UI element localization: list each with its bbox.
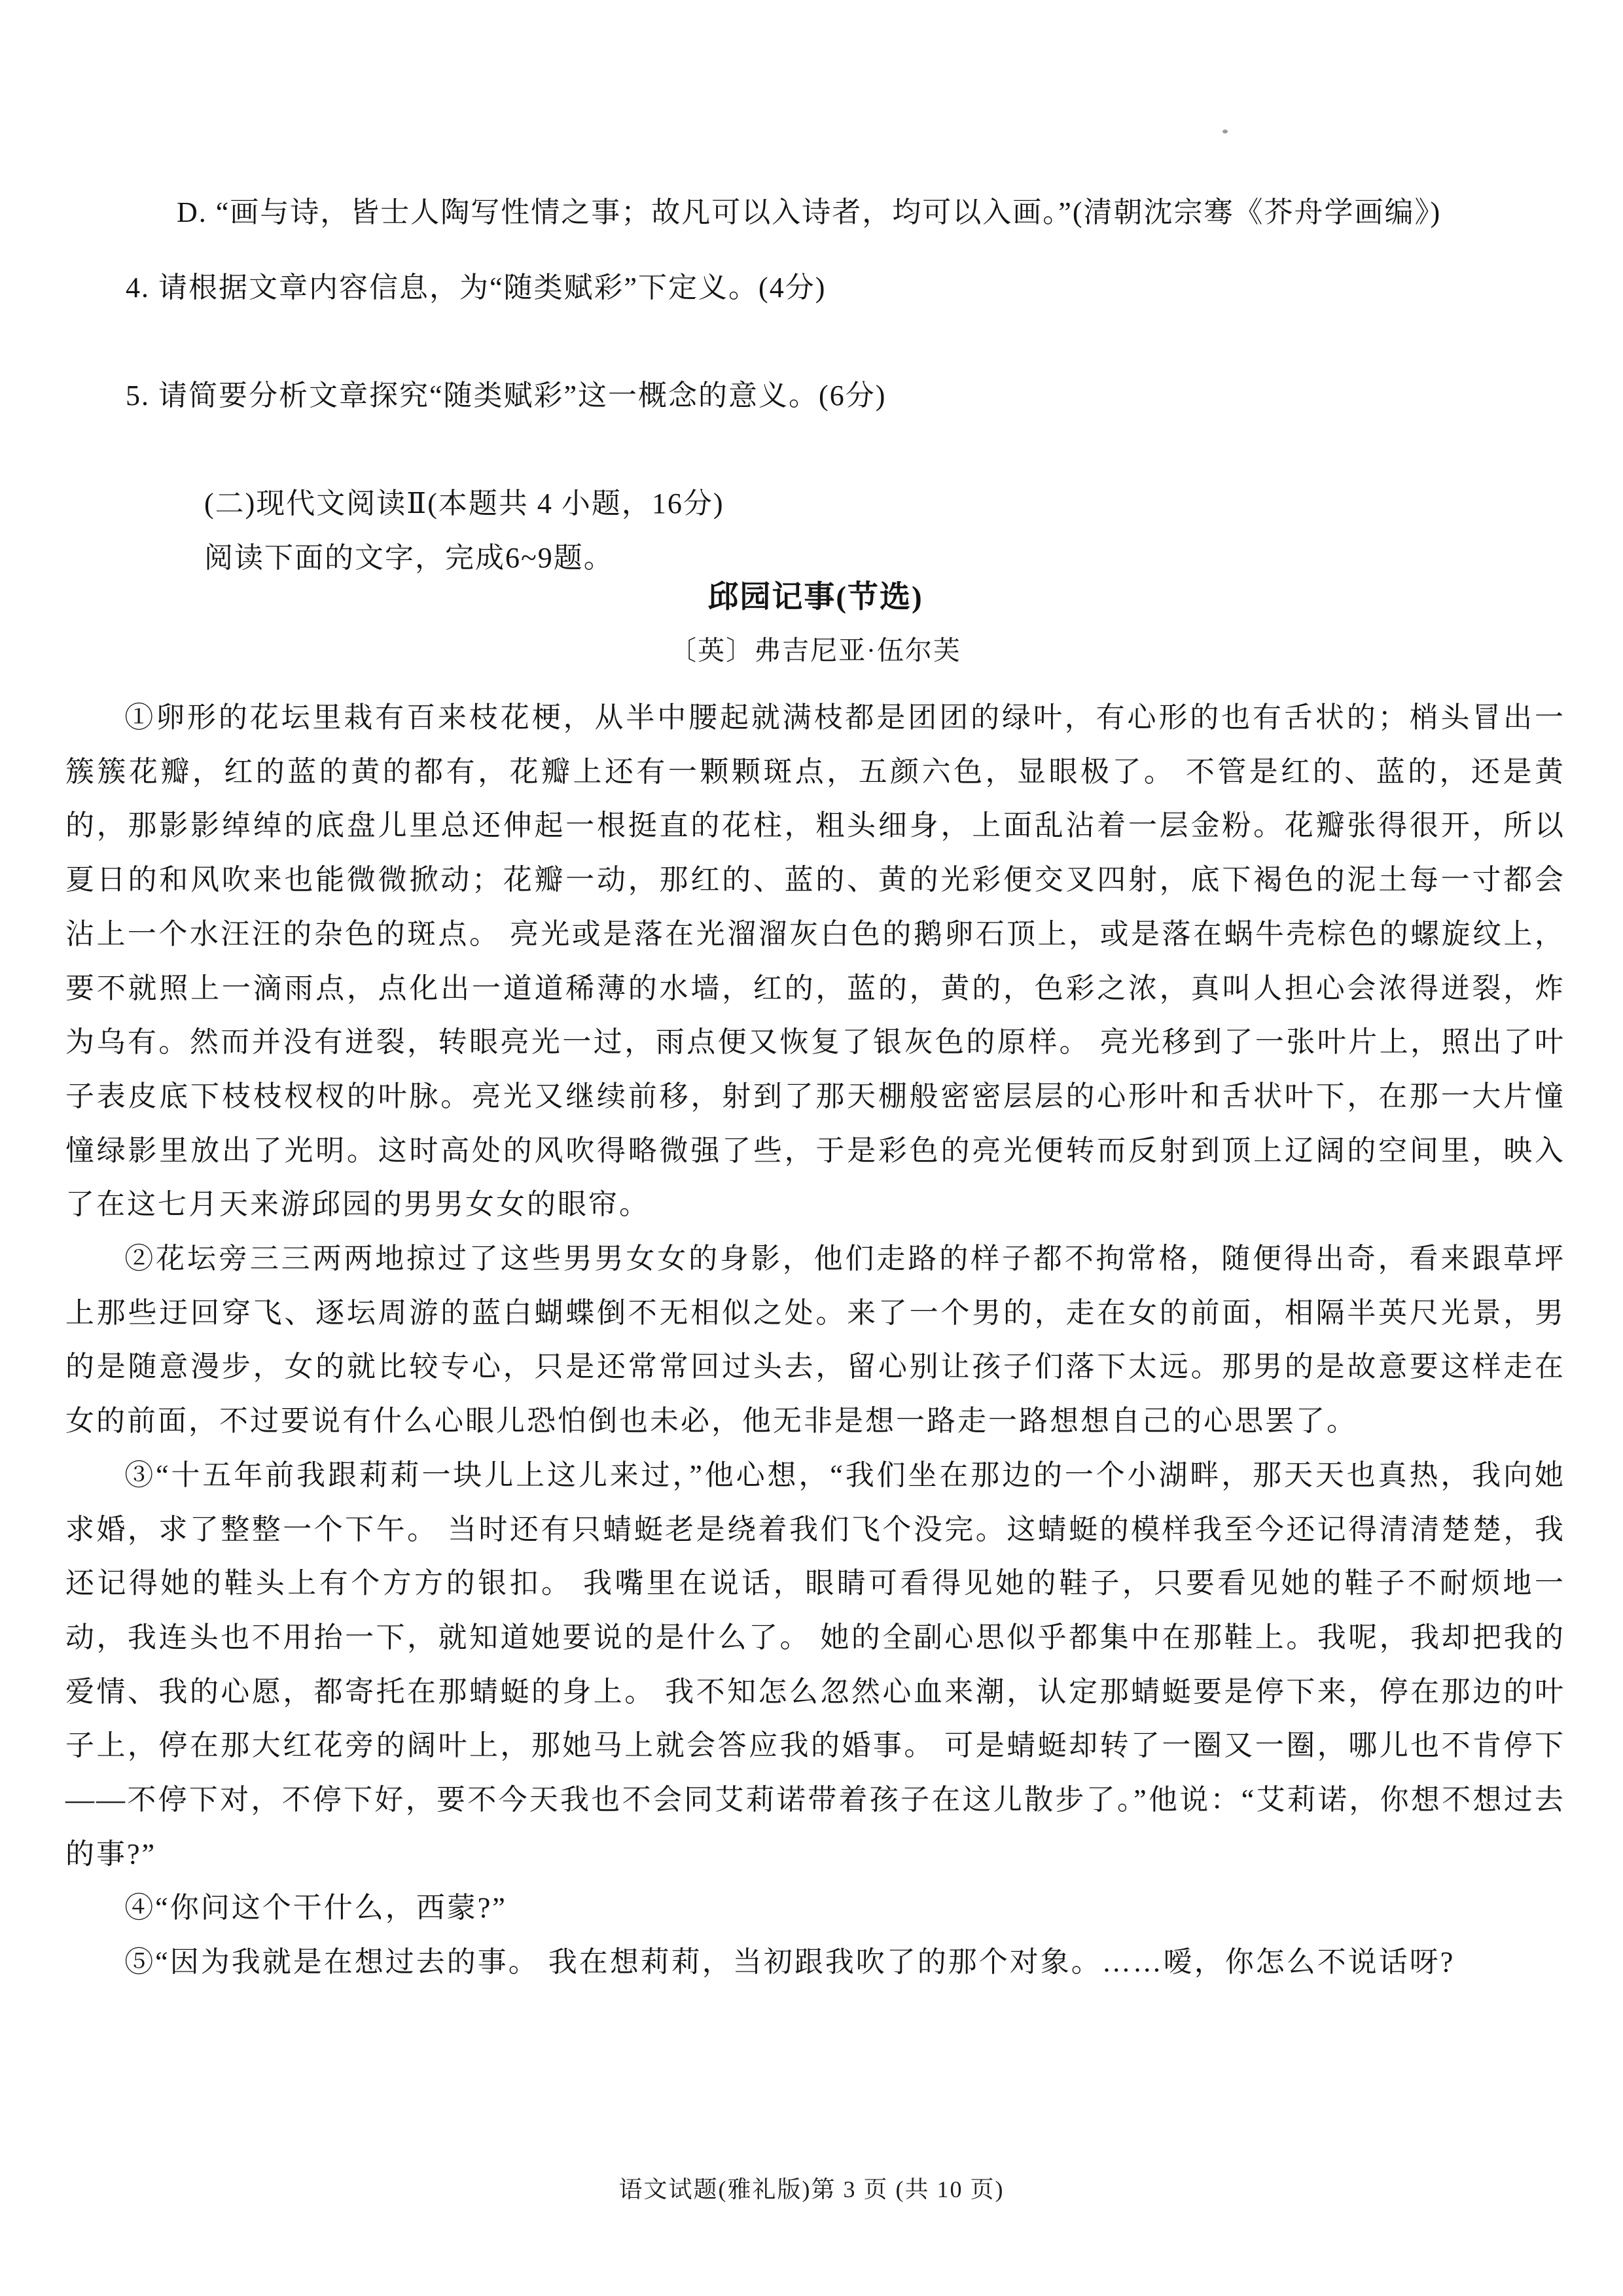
passage-title: 邱园记事(节选): [707, 580, 923, 614]
passage-paragraph-5: ⑤“因为我就是在想过去的事。 我在想莉莉，当初跟我吹了的那个对象。……嗳，你怎么不说话呀?: [124, 1946, 1455, 1979]
reading-instruction: 阅读下面的文字，完成6~9题。: [204, 542, 614, 574]
choice-option-d: D. “画与诗，皆士人陶写性情之事；故凡可以入诗者，均可以入画。”(清朝沈宗骞《芥舟学画编》): [177, 196, 1442, 228]
passage-paragraph-4: ④“你问这个干什么，西蒙?”: [124, 1892, 507, 1924]
passage-paragraph-3: ③“十五年前我跟莉莉一块儿上这儿来过，”他心想，“我们坐在那边的一个小湖畔，那天天也真热，我向她求婚，求了整整一个下午。 当时还有只蜻蜓老是绕着我们飞个没完。这蜻蜓的模样我至今还记得清清楚楚，我还记得她的鞋头上有个方方的银扣。 我嘴里在说话，眼睛可看得见她的鞋子，只要看见她的鞋子不耐烦地一动，我连头也不用抬一下，就知道她要说的是什么了。 她的全副心思似乎都集中在那鞋上。我呢，我却把我的爱情、我的心愿，都寄托在那蜻蜓的身上。 我不知怎么忽然心血来潮，认定那蜻蜓要是停下来，停在那边的叶子上，停在那大红花旁的阔叶上，那她马上就会答应我的婚事。 可是蜻蜓却转了一圈又一圈，哪儿也不肯停下——不停下对，不停下好，要不今天我也不会同艾莉诺带着孩子在这儿散步了。”他说：“艾莉诺，你想不想过去的事?”: [65, 1458, 1565, 1870]
question-4: 4. 请根据文章内容信息，为“随类赋彩”下定义。(4分): [126, 272, 827, 304]
passage-body: [65, 691, 1565, 1990]
scan-artifact-dot: [1222, 130, 1228, 133]
section-header-modern-reading-2: (二)现代文阅读Ⅱ(本题共 4 小题，16分): [204, 487, 724, 520]
passage-author: 〔英〕弗吉尼亚·伍尔芙: [669, 635, 961, 665]
passage-paragraph-1: ①卵形的花坛里栽有百来枝花梗，从半中腰起就满枝都是团团的绿叶，有心形的也有舌状的；梢头冒出一簇簇花瓣，红的蓝的黄的都有，花瓣上还有一颗颗斑点，五颜六色，显眼极了。 不管是红的、蓝的，还是黄的，那影影绰绰的底盘儿里总还伸起一根挺直的花柱，粗头细身，上面乱沾着一层金粉。花瓣张得很开，所以夏日的和风吹来也能微微掀动；花瓣一动，那红的、蓝的、黄的光彩便交叉四射，底下褐色的泥土每一寸都会沾上一个水汪汪的杂色的斑点。 亮光或是落在光溜溜灰白色的鹅卵石顶上，或是落在蜗牛壳棕色的螺旋纹上，要不就照上一滴雨点，点化出一道道稀薄的水墙，红的，蓝的，黄的，色彩之浓，真叫人担心会浓得迸裂，炸为乌有。然而并没有迸裂，转眼亮光一过，雨点便又恢复了银灰色的原样。 亮光移到了一张叶片上，照出了叶子表皮底下枝枝杈杈的叶脉。亮光又继续前移，射到了那天棚般密密层层的心形叶和舌状叶下，在那一大片憧憧绿影里放出了光明。这时高处的风吹得略微强了些，于是彩色的亮光便转而反射到顶上辽阔的空间里，映入了在这七月天来游邱园的男男女女的眼帘。: [65, 701, 1565, 1221]
page-footer: 语文试题(雅礼版)第 3 页 (共 10 页): [618, 2176, 1005, 2202]
question-5: 5. 请简要分析文章探究“随类赋彩”这一概念的意义。(6分): [126, 380, 887, 412]
passage-paragraph-2: ②花坛旁三三两两地掠过了这些男男女女的身影，他们走路的样子都不拘常格，随便得出奇，看来跟草坪上那些迂回穿飞、逐坛周游的蓝白蝴蝶倒不无相似之处。来了一个男的，走在女的前面，相隔半英尺光景，男的是随意漫步，女的就比较专心，只是还常常回过头去，留心别让孩子们落下太远。那男的是故意要这样走在女的前面，不过要说有什么心眼儿恐怕倒也未必，他无非是想一路走一路想想自己的心思罢了。: [65, 1243, 1565, 1438]
